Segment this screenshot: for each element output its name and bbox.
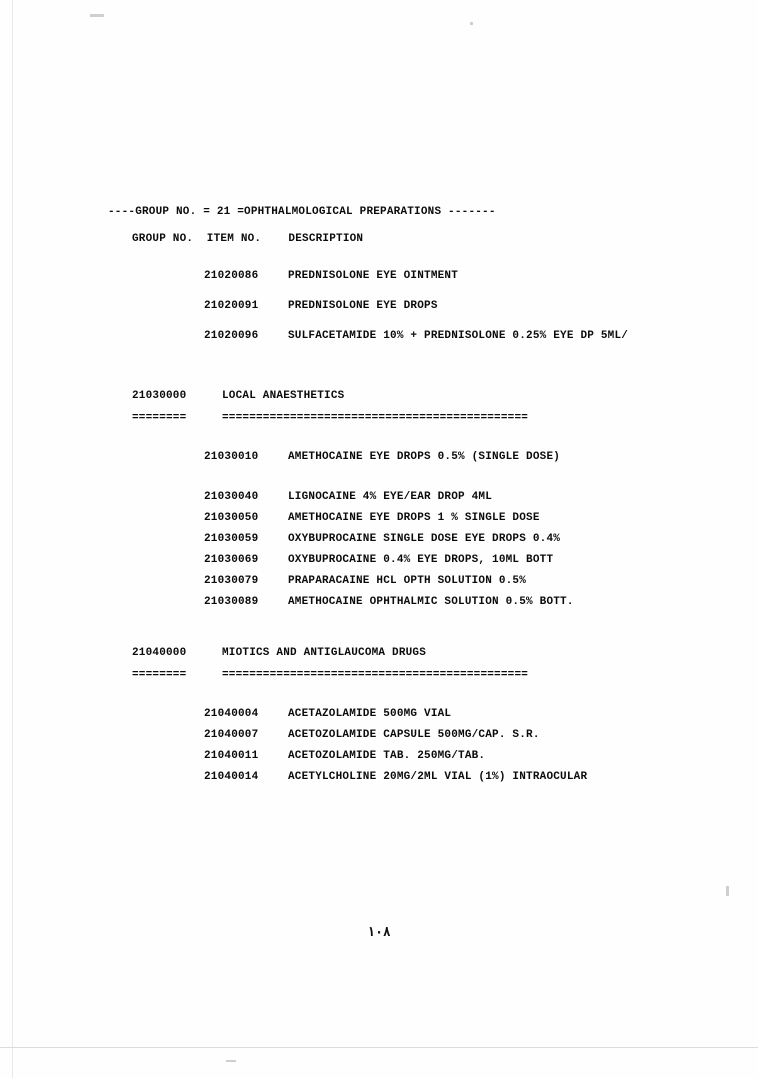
item-description: AMETHOCAINE EYE DROPS 0.5% (SINGLE DOSE) bbox=[288, 451, 561, 463]
list-item bbox=[204, 596, 708, 609]
section-rule-right: ============================================= bbox=[222, 669, 529, 681]
item-code: 21030050 bbox=[204, 512, 259, 524]
list-item bbox=[204, 708, 708, 721]
item-description: OXYBUPROCAINE 0.4% EYE DROPS, 10ML BOTT bbox=[288, 554, 554, 566]
item-description: LIGNOCAINE 4% EYE/EAR DROP 4ML bbox=[288, 491, 493, 503]
item-code: 21040007 bbox=[204, 729, 259, 741]
section-code: 21040000 bbox=[132, 647, 187, 659]
item-description: AMETHOCAINE EYE DROPS 1 % SINGLE DOSE bbox=[288, 512, 540, 524]
section-rule-left: ======== bbox=[132, 412, 187, 424]
item-code: 21020091 bbox=[204, 300, 259, 312]
item-code: 21020096 bbox=[204, 330, 259, 342]
list-item bbox=[204, 512, 708, 525]
page-bottom-line bbox=[0, 1047, 758, 1048]
page-edge-line bbox=[12, 0, 13, 1078]
item-description: PREDNISOLONE EYE OINTMENT bbox=[288, 270, 459, 282]
item-code: 21030079 bbox=[204, 575, 259, 587]
scan-speck bbox=[90, 14, 104, 17]
item-code: 21030040 bbox=[204, 491, 259, 503]
item-code: 21040004 bbox=[204, 708, 259, 720]
section-rule bbox=[132, 412, 708, 425]
item-description: PRAPARACAINE HCL OPTH SOLUTION 0.5% bbox=[288, 575, 527, 587]
section-rule-left: ======== bbox=[132, 669, 187, 681]
item-code: 21040011 bbox=[204, 750, 259, 762]
list-item bbox=[204, 491, 708, 504]
scan-speck bbox=[470, 22, 473, 25]
document-body bbox=[108, 206, 708, 792]
list-item bbox=[204, 575, 708, 588]
list-item bbox=[204, 771, 708, 784]
item-description: SULFACETAMIDE 10% + PREDNISOLONE 0.25% EYE DP 5ML/ bbox=[288, 330, 629, 342]
section-name: LOCAL ANAESTHETICS bbox=[222, 390, 345, 402]
list-item bbox=[204, 330, 708, 343]
section-rule bbox=[132, 669, 708, 682]
list-item bbox=[204, 270, 708, 283]
item-code: 21030069 bbox=[204, 554, 259, 566]
list-item bbox=[204, 750, 708, 763]
list-item bbox=[204, 451, 708, 464]
spacer bbox=[108, 481, 708, 491]
list-item bbox=[204, 729, 708, 742]
item-description: ACETOZOLAMIDE TAB. 250MG/TAB. bbox=[288, 750, 486, 762]
list-item bbox=[204, 533, 708, 546]
item-description: ACETOZOLAMIDE CAPSULE 500MG/CAP. S.R. bbox=[288, 729, 540, 741]
item-description: ACETAZOLAMIDE 500MG VIAL bbox=[288, 708, 452, 720]
item-code: 21030010 bbox=[204, 451, 259, 463]
scan-speck bbox=[226, 1060, 236, 1062]
section-title bbox=[132, 647, 708, 660]
scan-speck bbox=[726, 886, 729, 896]
section-rule-right: ============================================= bbox=[222, 412, 529, 424]
section-title bbox=[132, 390, 708, 403]
spacer bbox=[108, 617, 708, 637]
item-description: OXYBUPROCAINE SINGLE DOSE EYE DROPS 0.4% bbox=[288, 533, 561, 545]
section-name: MIOTICS AND ANTIGLAUCOMA DRUGS bbox=[222, 647, 427, 659]
item-description: AMETHOCAINE OPHTHALMIC SOLUTION 0.5% BOTT. bbox=[288, 596, 574, 608]
section-code: 21030000 bbox=[132, 390, 187, 402]
item-description: ACETYLCHOLINE 20MG/2ML VIAL (1%) INTRAOCULAR bbox=[288, 771, 588, 783]
item-code: 21040014 bbox=[204, 771, 259, 783]
item-code: 21030059 bbox=[204, 533, 259, 545]
item-description: PREDNISOLONE EYE DROPS bbox=[288, 300, 438, 312]
list-item bbox=[204, 554, 708, 567]
list-item bbox=[204, 300, 708, 313]
item-code: 21030089 bbox=[204, 596, 259, 608]
item-code: 21020086 bbox=[204, 270, 259, 282]
spacer bbox=[108, 360, 708, 380]
page-number: ١٠٨ bbox=[367, 925, 391, 940]
group-header: ----GROUP NO. = 21 =OPHTHALMOLOGICAL PREPARATIONS ------- bbox=[108, 206, 496, 218]
column-headers: GROUP NO. ITEM NO. DESCRIPTION bbox=[132, 233, 364, 245]
